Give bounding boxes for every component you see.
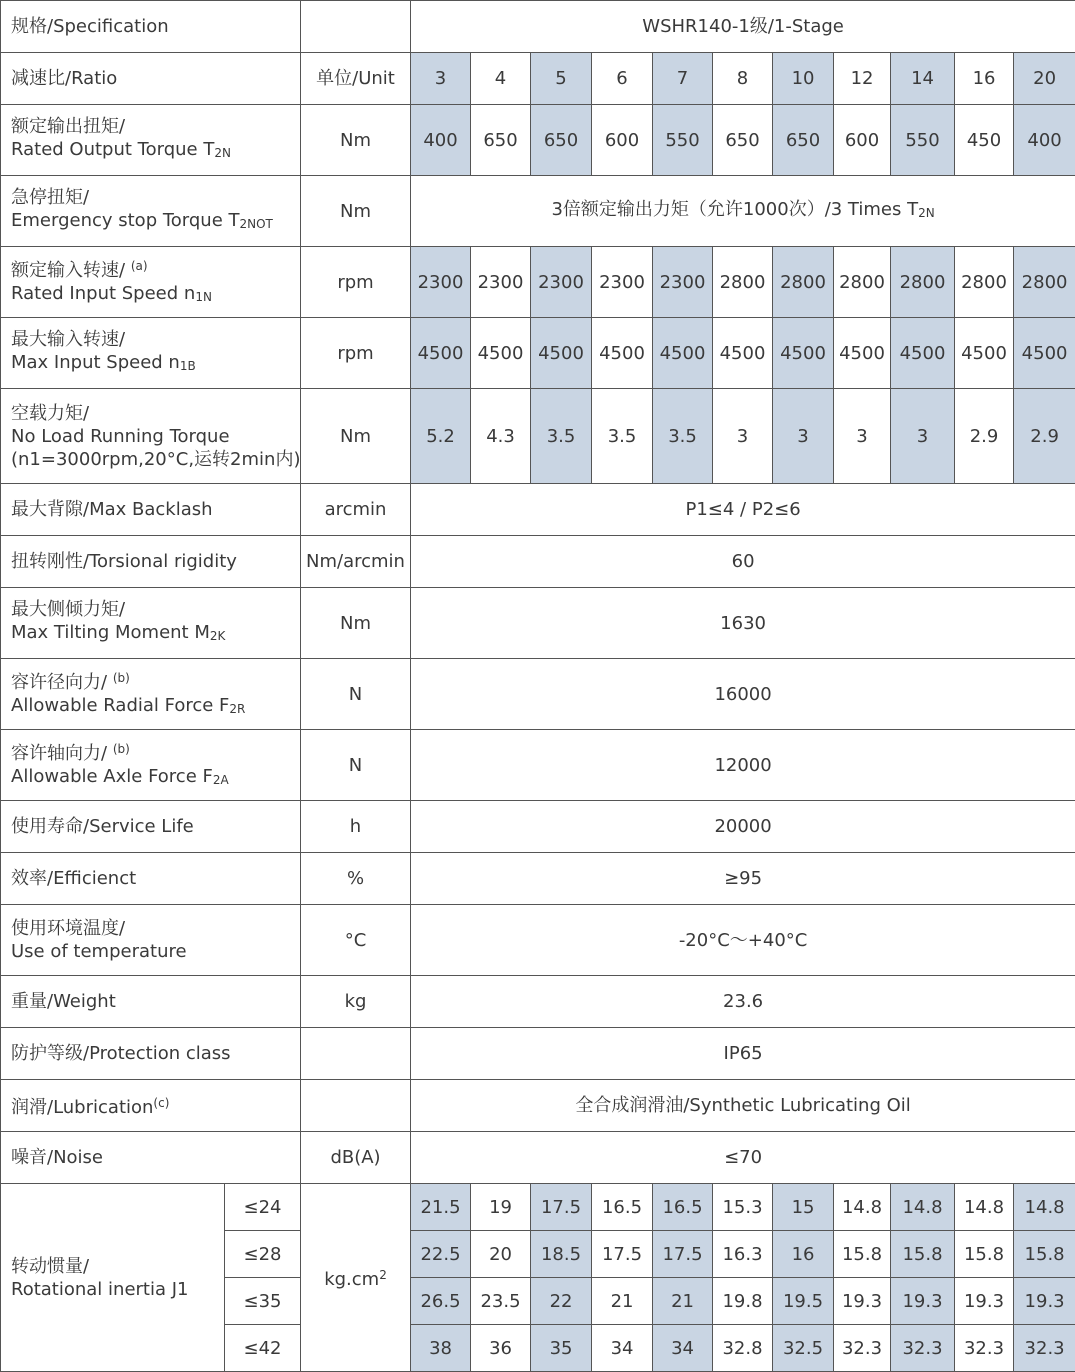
max-speed-value: 4500 <box>471 318 531 389</box>
inertia-value: 17.5 <box>653 1231 713 1278</box>
efficiency-value: ≥95 <box>411 853 1075 905</box>
protection-label: 防护等级/Protection class <box>1 1028 301 1080</box>
no-load-value: 3.5 <box>531 389 592 484</box>
inertia-value: 16.5 <box>592 1184 653 1231</box>
rated-speed-value: 2300 <box>531 247 592 318</box>
rated-speed-value: 2800 <box>834 247 891 318</box>
weight-row <box>1 976 1075 1028</box>
inertia-value: 32.8 <box>713 1325 773 1372</box>
header-row <box>1 1 1075 53</box>
inertia-value: 17.5 <box>531 1184 592 1231</box>
rated-speed-value: 2800 <box>1014 247 1075 318</box>
inertia-value: 21 <box>653 1278 713 1325</box>
max-speed-value: 4500 <box>653 318 713 389</box>
ratio-value: 10 <box>773 53 834 105</box>
ratio-value: 20 <box>1014 53 1075 105</box>
rated-speed-value: 2800 <box>955 247 1014 318</box>
no-load-label: 空载力矩/ No Load Running Torque (n1=3000rpm,20°C,运转2min内) <box>1 389 301 484</box>
noise-row <box>1 1132 1075 1184</box>
inertia-value: 26.5 <box>411 1278 471 1325</box>
max-speed-value: 4500 <box>773 318 834 389</box>
inertia-value: 32.3 <box>834 1325 891 1372</box>
temperature-label: 使用环境温度/ Use of temperature <box>1 905 301 976</box>
rated-speed-value: 2300 <box>592 247 653 318</box>
inertia-value: 34 <box>592 1325 653 1372</box>
rigidity-label: 扭转刚性/Torsional rigidity <box>1 536 301 588</box>
tilting-value: 1630 <box>411 588 1075 659</box>
ratio-value: 4 <box>471 53 531 105</box>
lubrication-label: 润滑/Lubrication$^{(c)}$ <box>1 1080 301 1132</box>
temperature-row <box>1 905 1075 976</box>
inertia-value: 35 <box>531 1325 592 1372</box>
max-speed-value: 4500 <box>1014 318 1075 389</box>
inertia-value: 16.3 <box>713 1231 773 1278</box>
inertia-value: 19 <box>471 1184 531 1231</box>
backlash-label: 最大背隙/Max Backlash <box>1 484 301 536</box>
lubrication-value: 全合成润滑油/Synthetic Lubricating Oil <box>411 1080 1075 1132</box>
ratio-value: 5 <box>531 53 592 105</box>
inertia-value: 15.8 <box>1014 1231 1075 1278</box>
max-speed-unit: rpm <box>301 318 411 389</box>
protection-row <box>1 1028 1075 1080</box>
axial-label: 容许轴向力/ $^{(b)}$ Allowable Axle Force $F_{2A}$ <box>1 730 301 801</box>
max-speed-value: 4500 <box>411 318 471 389</box>
inertia-value: 20 <box>471 1231 531 1278</box>
temperature-value: -20°C～+40°C <box>411 905 1075 976</box>
max-speed-row <box>1 318 1075 389</box>
unit-cell-empty <box>301 1 411 53</box>
inertia-label: 转动惯量/ Rotational inertia J1 <box>1 1184 225 1372</box>
radial-unit: N <box>301 659 411 730</box>
rated-torque-value: 650 <box>713 105 773 176</box>
inertia-value: 32.3 <box>1014 1325 1075 1372</box>
max-speed-value: 4500 <box>592 318 653 389</box>
rated-speed-value: 2800 <box>773 247 834 318</box>
rated-torque-value: 400 <box>1014 105 1075 176</box>
ratio-row <box>1 53 1075 105</box>
inertia-value: 15.3 <box>713 1184 773 1231</box>
inertia-value: 32.5 <box>773 1325 834 1372</box>
inertia-value: 23.5 <box>471 1278 531 1325</box>
rated-torque-value: 450 <box>955 105 1014 176</box>
tilting-unit: Nm <box>301 588 411 659</box>
inertia-value: 14.8 <box>955 1184 1014 1231</box>
no-load-row <box>1 389 1075 484</box>
life-label: 使用寿命/Service Life <box>1 801 301 853</box>
inertia-value: 38 <box>411 1325 471 1372</box>
ratio-value: 12 <box>834 53 891 105</box>
no-load-value: 3 <box>834 389 891 484</box>
rated-torque-label: 额定输出扭矩/ Rated Output Torque $T_{2N}$ <box>1 105 301 176</box>
noise-unit: dB(A) <box>301 1132 411 1184</box>
rated-speed-unit: rpm <box>301 247 411 318</box>
rated-speed-value: 2800 <box>891 247 955 318</box>
max-speed-value: 4500 <box>531 318 592 389</box>
rated-speed-row <box>1 247 1075 318</box>
no-load-value: 3 <box>713 389 773 484</box>
ratio-unit-header: 单位/Unit <box>301 53 411 105</box>
radial-label: 容许径向力/ $^{(b)}$ Allowable Radial Force $F_{2R}$ <box>1 659 301 730</box>
inertia-value: 32.3 <box>955 1325 1014 1372</box>
weight-value: 23.6 <box>411 976 1075 1028</box>
weight-label: 重量/Weight <box>1 976 301 1028</box>
radial-row <box>1 659 1075 730</box>
rated-torque-value: 400 <box>411 105 471 176</box>
max-speed-value: 4500 <box>891 318 955 389</box>
efficiency-unit: % <box>301 853 411 905</box>
weight-unit: kg <box>301 976 411 1028</box>
inertia-value: 14.8 <box>834 1184 891 1231</box>
lubrication-unit <box>301 1080 411 1132</box>
inertia-unit: $kg.cm^2$ <box>301 1184 411 1372</box>
inertia-value: 19.3 <box>834 1278 891 1325</box>
rated-torque-value: 650 <box>531 105 592 176</box>
noise-value: ≤70 <box>411 1132 1075 1184</box>
radial-value: 16000 <box>411 659 1075 730</box>
inertia-value: 16.5 <box>653 1184 713 1231</box>
inertia-condition: ≤28 <box>225 1231 301 1278</box>
life-unit: h <box>301 801 411 853</box>
rigidity-value: 60 <box>411 536 1075 588</box>
inertia-value: 15.8 <box>834 1231 891 1278</box>
rated-torque-value: 650 <box>773 105 834 176</box>
inertia-value: 15 <box>773 1184 834 1231</box>
inertia-value: 32.3 <box>891 1325 955 1372</box>
no-load-value: 3 <box>891 389 955 484</box>
no-load-unit: Nm <box>301 389 411 484</box>
life-row <box>1 801 1075 853</box>
no-load-value: 3 <box>773 389 834 484</box>
tilting-label: 最大侧倾力矩/ Max Tilting Moment $M_{2K}$ <box>1 588 301 659</box>
rigidity-unit: Nm/arcmin <box>301 536 411 588</box>
inertia-value: 22 <box>531 1278 592 1325</box>
no-load-value: 4.3 <box>471 389 531 484</box>
inertia-value: 16 <box>773 1231 834 1278</box>
spec-label: 规格/Specification <box>1 1 301 53</box>
no-load-value: 3.5 <box>592 389 653 484</box>
inertia-value: 21.5 <box>411 1184 471 1231</box>
inertia-value: 15.8 <box>891 1231 955 1278</box>
rated-speed-value: 2300 <box>653 247 713 318</box>
rigidity-row <box>1 536 1075 588</box>
inertia-value: 14.8 <box>891 1184 955 1231</box>
rated-torque-value: 600 <box>592 105 653 176</box>
inertia-value: 34 <box>653 1325 713 1372</box>
inertia-value: 19.3 <box>1014 1278 1075 1325</box>
inertia-value: 19.3 <box>955 1278 1014 1325</box>
axial-row <box>1 730 1075 801</box>
lubrication-row <box>1 1080 1075 1132</box>
backlash-value: P1≤4 / P2≤6 <box>411 484 1075 536</box>
emergency-torque-unit: Nm <box>301 176 411 247</box>
protection-unit <box>301 1028 411 1080</box>
efficiency-label: 效率/Efficienct <box>1 853 301 905</box>
no-load-value: 5.2 <box>411 389 471 484</box>
rated-torque-value: 550 <box>891 105 955 176</box>
rated-speed-label: 额定输入转速/ $^{(a)}$ Rated Input Speed $n_{1N}$ <box>1 247 301 318</box>
ratio-value: 14 <box>891 53 955 105</box>
ratio-value: 16 <box>955 53 1014 105</box>
inertia-value: 19.3 <box>891 1278 955 1325</box>
rated-torque-value: 600 <box>834 105 891 176</box>
axial-value: 12000 <box>411 730 1075 801</box>
ratio-value: 7 <box>653 53 713 105</box>
ratio-value: 8 <box>713 53 773 105</box>
rated-torque-row <box>1 105 1075 176</box>
max-speed-label: 最大输入转速/ Max Input Speed $n_{1B}$ <box>1 318 301 389</box>
inertia-value: 15.8 <box>955 1231 1014 1278</box>
rated-speed-value: 2300 <box>471 247 531 318</box>
max-speed-value: 4500 <box>713 318 773 389</box>
no-load-value: 3.5 <box>653 389 713 484</box>
rated-torque-value: 650 <box>471 105 531 176</box>
inertia-condition: ≤35 <box>225 1278 301 1325</box>
ratio-value: 6 <box>592 53 653 105</box>
rated-speed-value: 2300 <box>411 247 471 318</box>
tilting-row <box>1 588 1075 659</box>
inertia-row <box>1 1184 1075 1231</box>
rated-torque-value: 550 <box>653 105 713 176</box>
emergency-torque-row <box>1 176 1075 247</box>
noise-label: 噪音/Noise <box>1 1132 301 1184</box>
ratio-label: 减速比/Ratio <box>1 53 301 105</box>
max-speed-value: 4500 <box>834 318 891 389</box>
efficiency-row <box>1 853 1075 905</box>
inertia-value: 19.5 <box>773 1278 834 1325</box>
axial-unit: N <box>301 730 411 801</box>
inertia-value: 14.8 <box>1014 1184 1075 1231</box>
protection-value: IP65 <box>411 1028 1075 1080</box>
rated-torque-unit: Nm <box>301 105 411 176</box>
ratio-value: 3 <box>411 53 471 105</box>
model-name: WSHR140-1级/1-Stage <box>411 1 1075 53</box>
no-load-value: 2.9 <box>955 389 1014 484</box>
life-value: 20000 <box>411 801 1075 853</box>
backlash-unit: arcmin <box>301 484 411 536</box>
no-load-value: 2.9 <box>1014 389 1075 484</box>
backlash-row <box>1 484 1075 536</box>
inertia-value: 19.8 <box>713 1278 773 1325</box>
inertia-value: 22.5 <box>411 1231 471 1278</box>
rated-speed-value: 2800 <box>713 247 773 318</box>
inertia-value: 18.5 <box>531 1231 592 1278</box>
inertia-value: 21 <box>592 1278 653 1325</box>
inertia-value: 36 <box>471 1325 531 1372</box>
max-speed-value: 4500 <box>955 318 1014 389</box>
inertia-condition: ≤42 <box>225 1325 301 1372</box>
inertia-value: 17.5 <box>592 1231 653 1278</box>
emergency-torque-value: 3倍额定输出力矩（允许1000次）/3 Times $T_{2N}$ <box>411 176 1075 247</box>
emergency-torque-label: 急停扭矩/ Emergency stop Torque $T_{2NOT}$ <box>1 176 301 247</box>
temperature-unit: °C <box>301 905 411 976</box>
inertia-condition: ≤24 <box>225 1184 301 1231</box>
